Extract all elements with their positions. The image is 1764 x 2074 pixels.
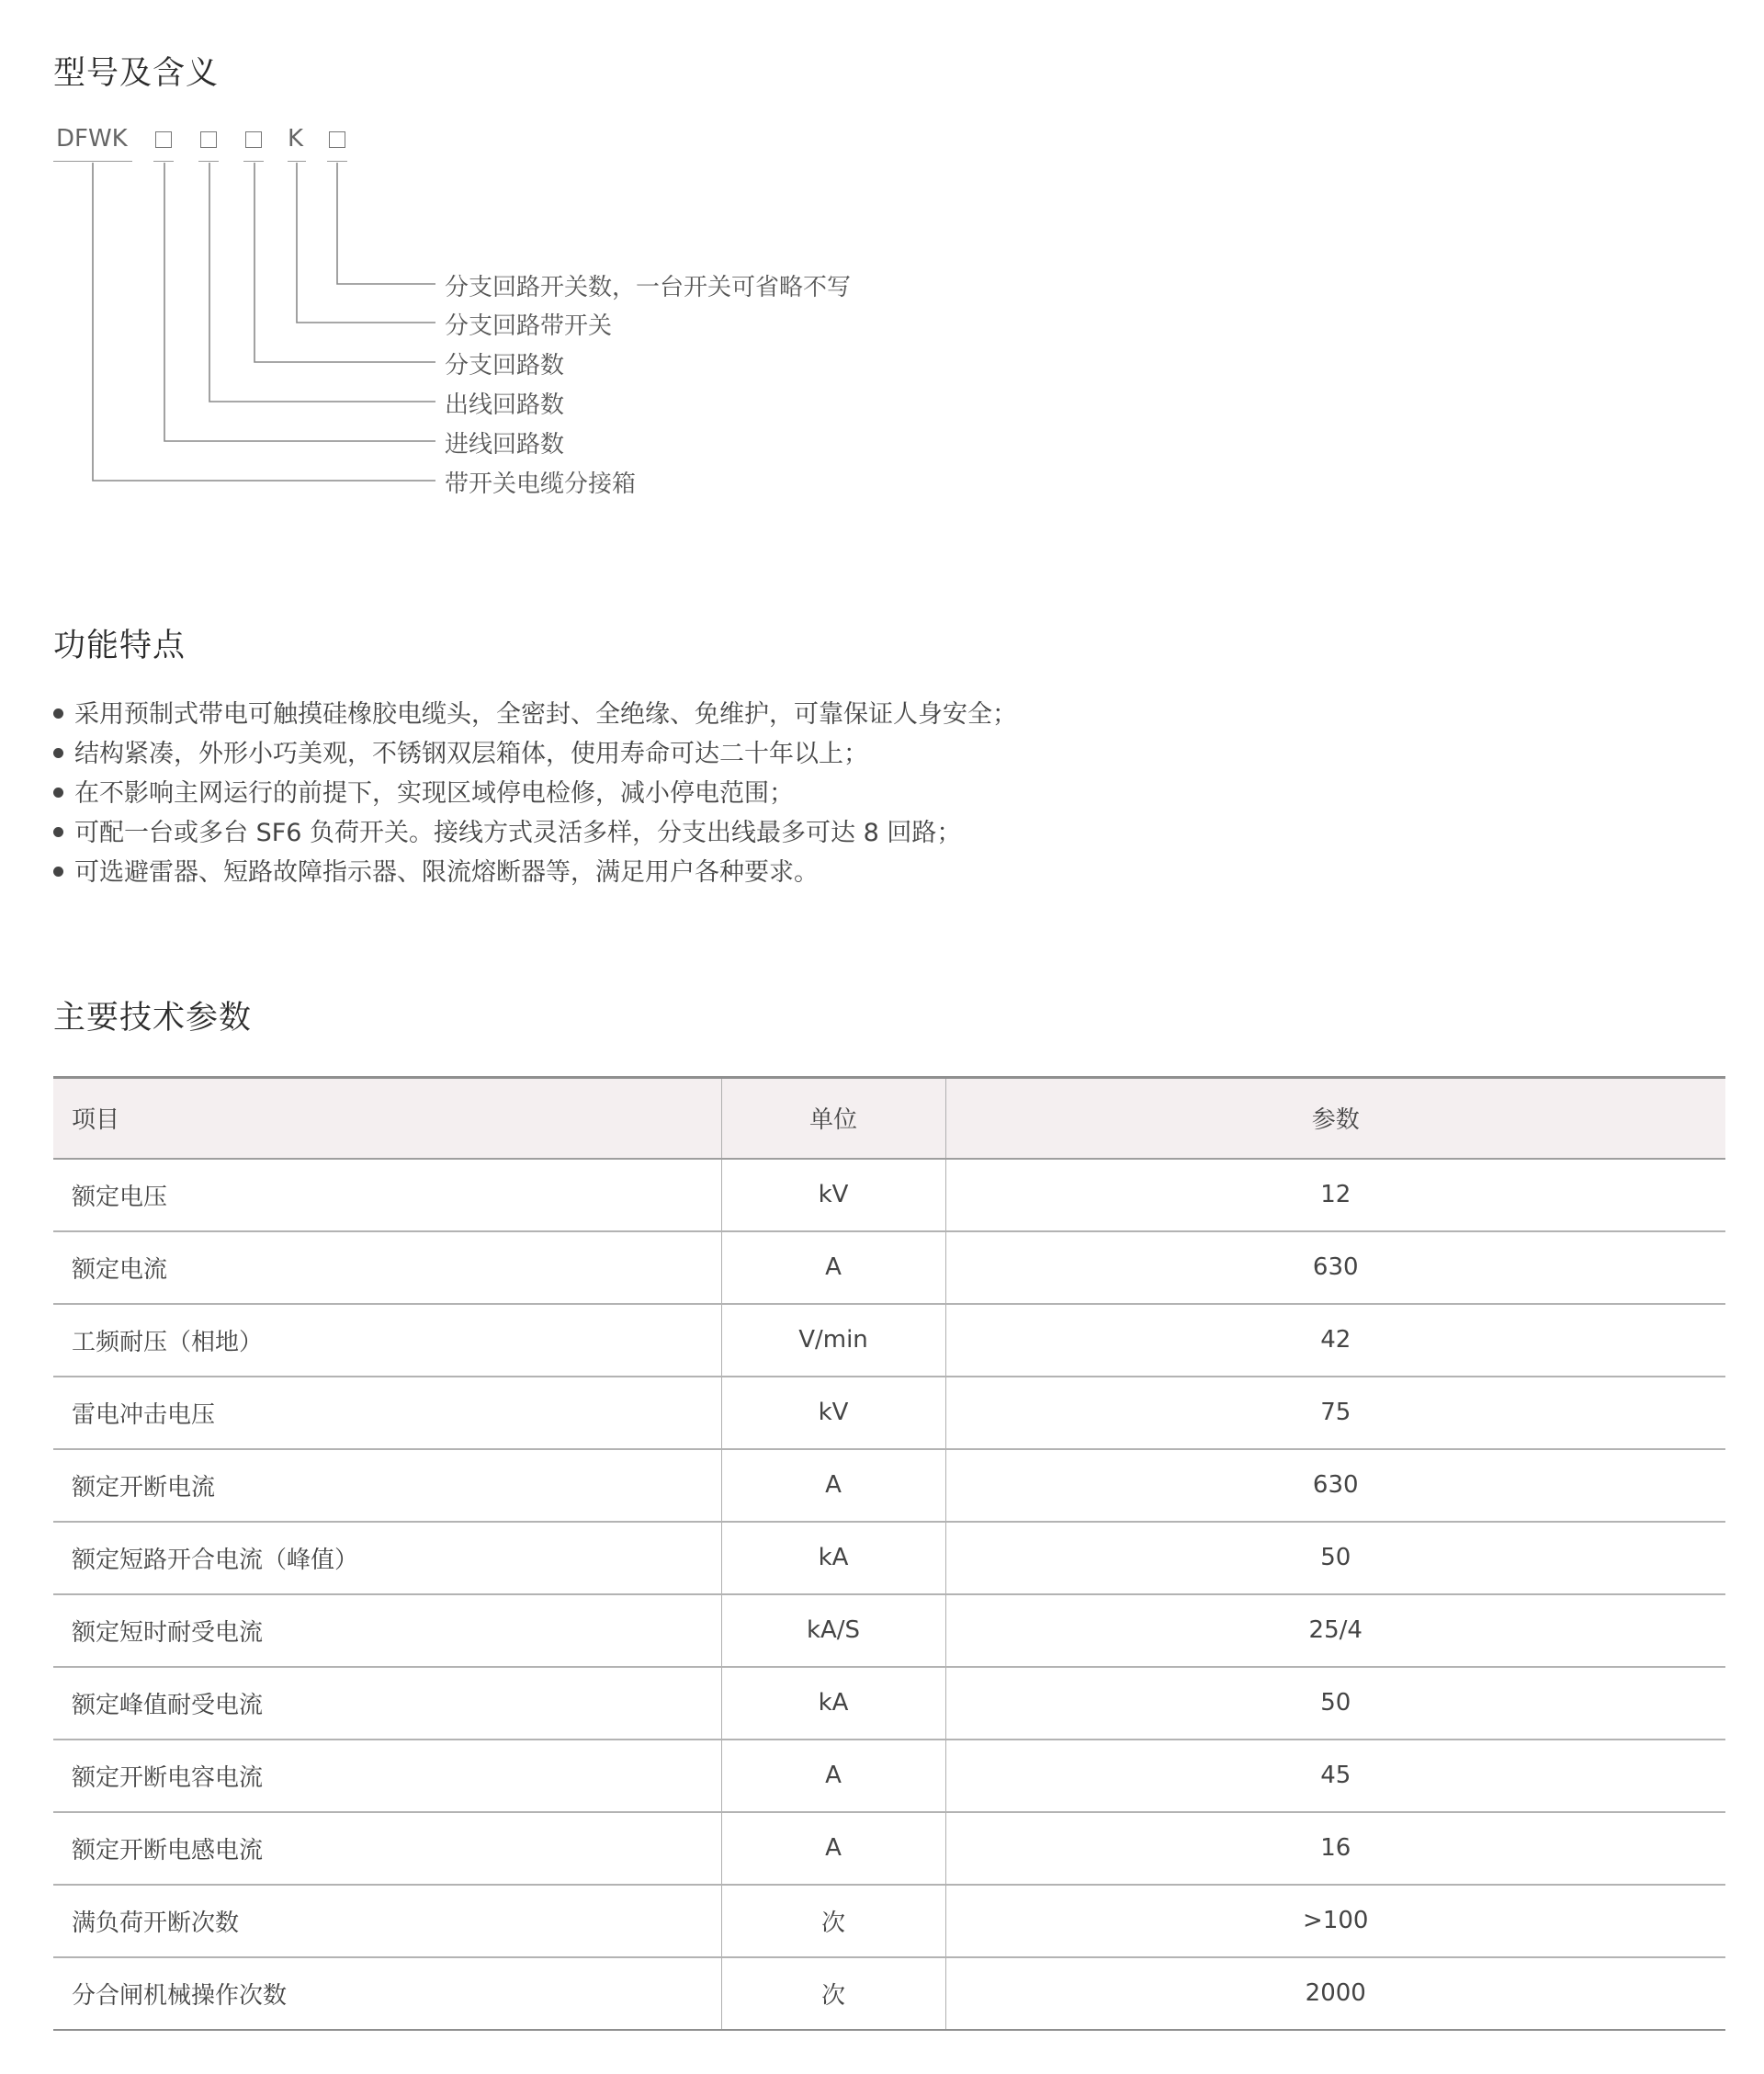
model-code-prefix: DFWK <box>56 125 128 153</box>
cell-item: 分合闸机械操作次数 <box>53 1957 721 2030</box>
table-header-row <box>53 1078 1725 1159</box>
features-list <box>53 695 1017 892</box>
table-row <box>53 1957 1725 2030</box>
cell-item: 雷电冲击电压 <box>53 1377 721 1449</box>
cell-item: 额定峰值耐受电流 <box>53 1667 721 1740</box>
cell-unit: A <box>721 1740 945 1812</box>
leader-line <box>164 163 435 441</box>
table-row <box>53 1159 1725 1231</box>
branch-label: 分支回路带开关 <box>445 312 613 340</box>
cell-value: 630 <box>945 1449 1725 1522</box>
cell-unit: 次 <box>721 1957 945 2030</box>
cell-value: 25/4 <box>945 1594 1725 1667</box>
leader-line <box>93 163 435 481</box>
cell-item: 额定短时耐受电流 <box>53 1594 721 1667</box>
cell-item: 额定短路开合电流（峰值） <box>53 1522 721 1594</box>
cell-unit: kA <box>721 1522 945 1594</box>
branch-label: 进线回路数 <box>445 431 565 459</box>
spec-table <box>53 1076 1725 2031</box>
cell-item: 额定开断电容电流 <box>53 1740 721 1812</box>
leader-line <box>209 163 435 402</box>
table-row <box>53 1377 1725 1449</box>
bullet-icon <box>53 748 63 758</box>
feature-text: 在不影响主网运行的前提下，实现区域停电检修，减小停电范围； <box>74 779 794 808</box>
cell-unit: kA <box>721 1667 945 1740</box>
table-row <box>53 1304 1725 1377</box>
branch-label: 分支回路开关数，一台开关可省略不写 <box>445 274 852 301</box>
leader-line <box>297 163 435 323</box>
table-row <box>53 1594 1725 1667</box>
cell-unit: V/min <box>721 1304 945 1377</box>
cell-unit: kV <box>721 1377 945 1449</box>
branch-label: 出线回路数 <box>445 391 565 419</box>
cell-item: 满负荷开断次数 <box>53 1885 721 1957</box>
list-item <box>53 813 1017 853</box>
branch-label: 分支回路数 <box>445 352 565 380</box>
header-unit: 单位 <box>721 1078 945 1159</box>
spec-section-title: 主要技术参数 <box>53 1000 253 1037</box>
header-item: 项目 <box>53 1078 721 1159</box>
model-code-diagram <box>0 0 1764 551</box>
cell-value: 45 <box>945 1740 1725 1812</box>
cell-value: 75 <box>945 1377 1725 1449</box>
table-row <box>53 1667 1725 1740</box>
table-row <box>53 1449 1725 1522</box>
branch-label: 带开关电缆分接箱 <box>445 470 637 498</box>
cell-unit: 次 <box>721 1885 945 1957</box>
list-item <box>53 695 1017 734</box>
cell-item: 额定电流 <box>53 1231 721 1304</box>
cell-value: 50 <box>945 1667 1725 1740</box>
table-row <box>53 1740 1725 1812</box>
table-row <box>53 1231 1725 1304</box>
cell-item: 额定电压 <box>53 1159 721 1231</box>
table-row <box>53 1812 1725 1885</box>
cell-item: 额定开断电感电流 <box>53 1812 721 1885</box>
bullet-icon <box>53 788 63 798</box>
features-section-title: 功能特点 <box>53 628 187 664</box>
model-section-title: 型号及含义 <box>53 55 220 92</box>
feature-text: 可选避雷器、短路故障指示器、限流熔断器等，满足用户各种要求。 <box>74 858 819 887</box>
feature-text: 可配一台或多台 SF6 负荷开关。接线方式灵活多样，分支出线最多可达 8 回路； <box>74 819 962 847</box>
list-item <box>53 774 1017 813</box>
cell-unit: A <box>721 1449 945 1522</box>
bullet-icon <box>53 708 63 719</box>
cell-unit: A <box>721 1812 945 1885</box>
cell-value: 42 <box>945 1304 1725 1377</box>
leader-line <box>337 163 435 284</box>
bullet-icon <box>53 867 63 877</box>
code-leader-lines <box>0 0 1764 551</box>
feature-text: 采用预制式带电可触摸硅橡胶电缆头，全密封、全绝缘、免维护，可靠保证人身安全； <box>74 700 1017 729</box>
cell-unit: kA/S <box>721 1594 945 1667</box>
cell-unit: kV <box>721 1159 945 1231</box>
cell-value: 50 <box>945 1522 1725 1594</box>
cell-value: 16 <box>945 1812 1725 1885</box>
cell-value: >100 <box>945 1885 1725 1957</box>
cell-item: 额定开断电流 <box>53 1449 721 1522</box>
table-row <box>53 1885 1725 1957</box>
cell-value: 630 <box>945 1231 1725 1304</box>
leader-line <box>254 163 435 362</box>
cell-item: 工频耐压（相地） <box>53 1304 721 1377</box>
header-value: 参数 <box>945 1078 1725 1159</box>
cell-value: 12 <box>945 1159 1725 1231</box>
cell-unit: A <box>721 1231 945 1304</box>
list-item <box>53 734 1017 774</box>
feature-text: 结构紧凑，外形小巧美观，不锈钢双层箱体，使用寿命可达二十年以上； <box>74 740 868 768</box>
cell-value: 2000 <box>945 1957 1725 2030</box>
list-item <box>53 853 1017 892</box>
model-code-letter: K <box>288 125 304 153</box>
table-row <box>53 1522 1725 1594</box>
bullet-icon <box>53 827 63 837</box>
